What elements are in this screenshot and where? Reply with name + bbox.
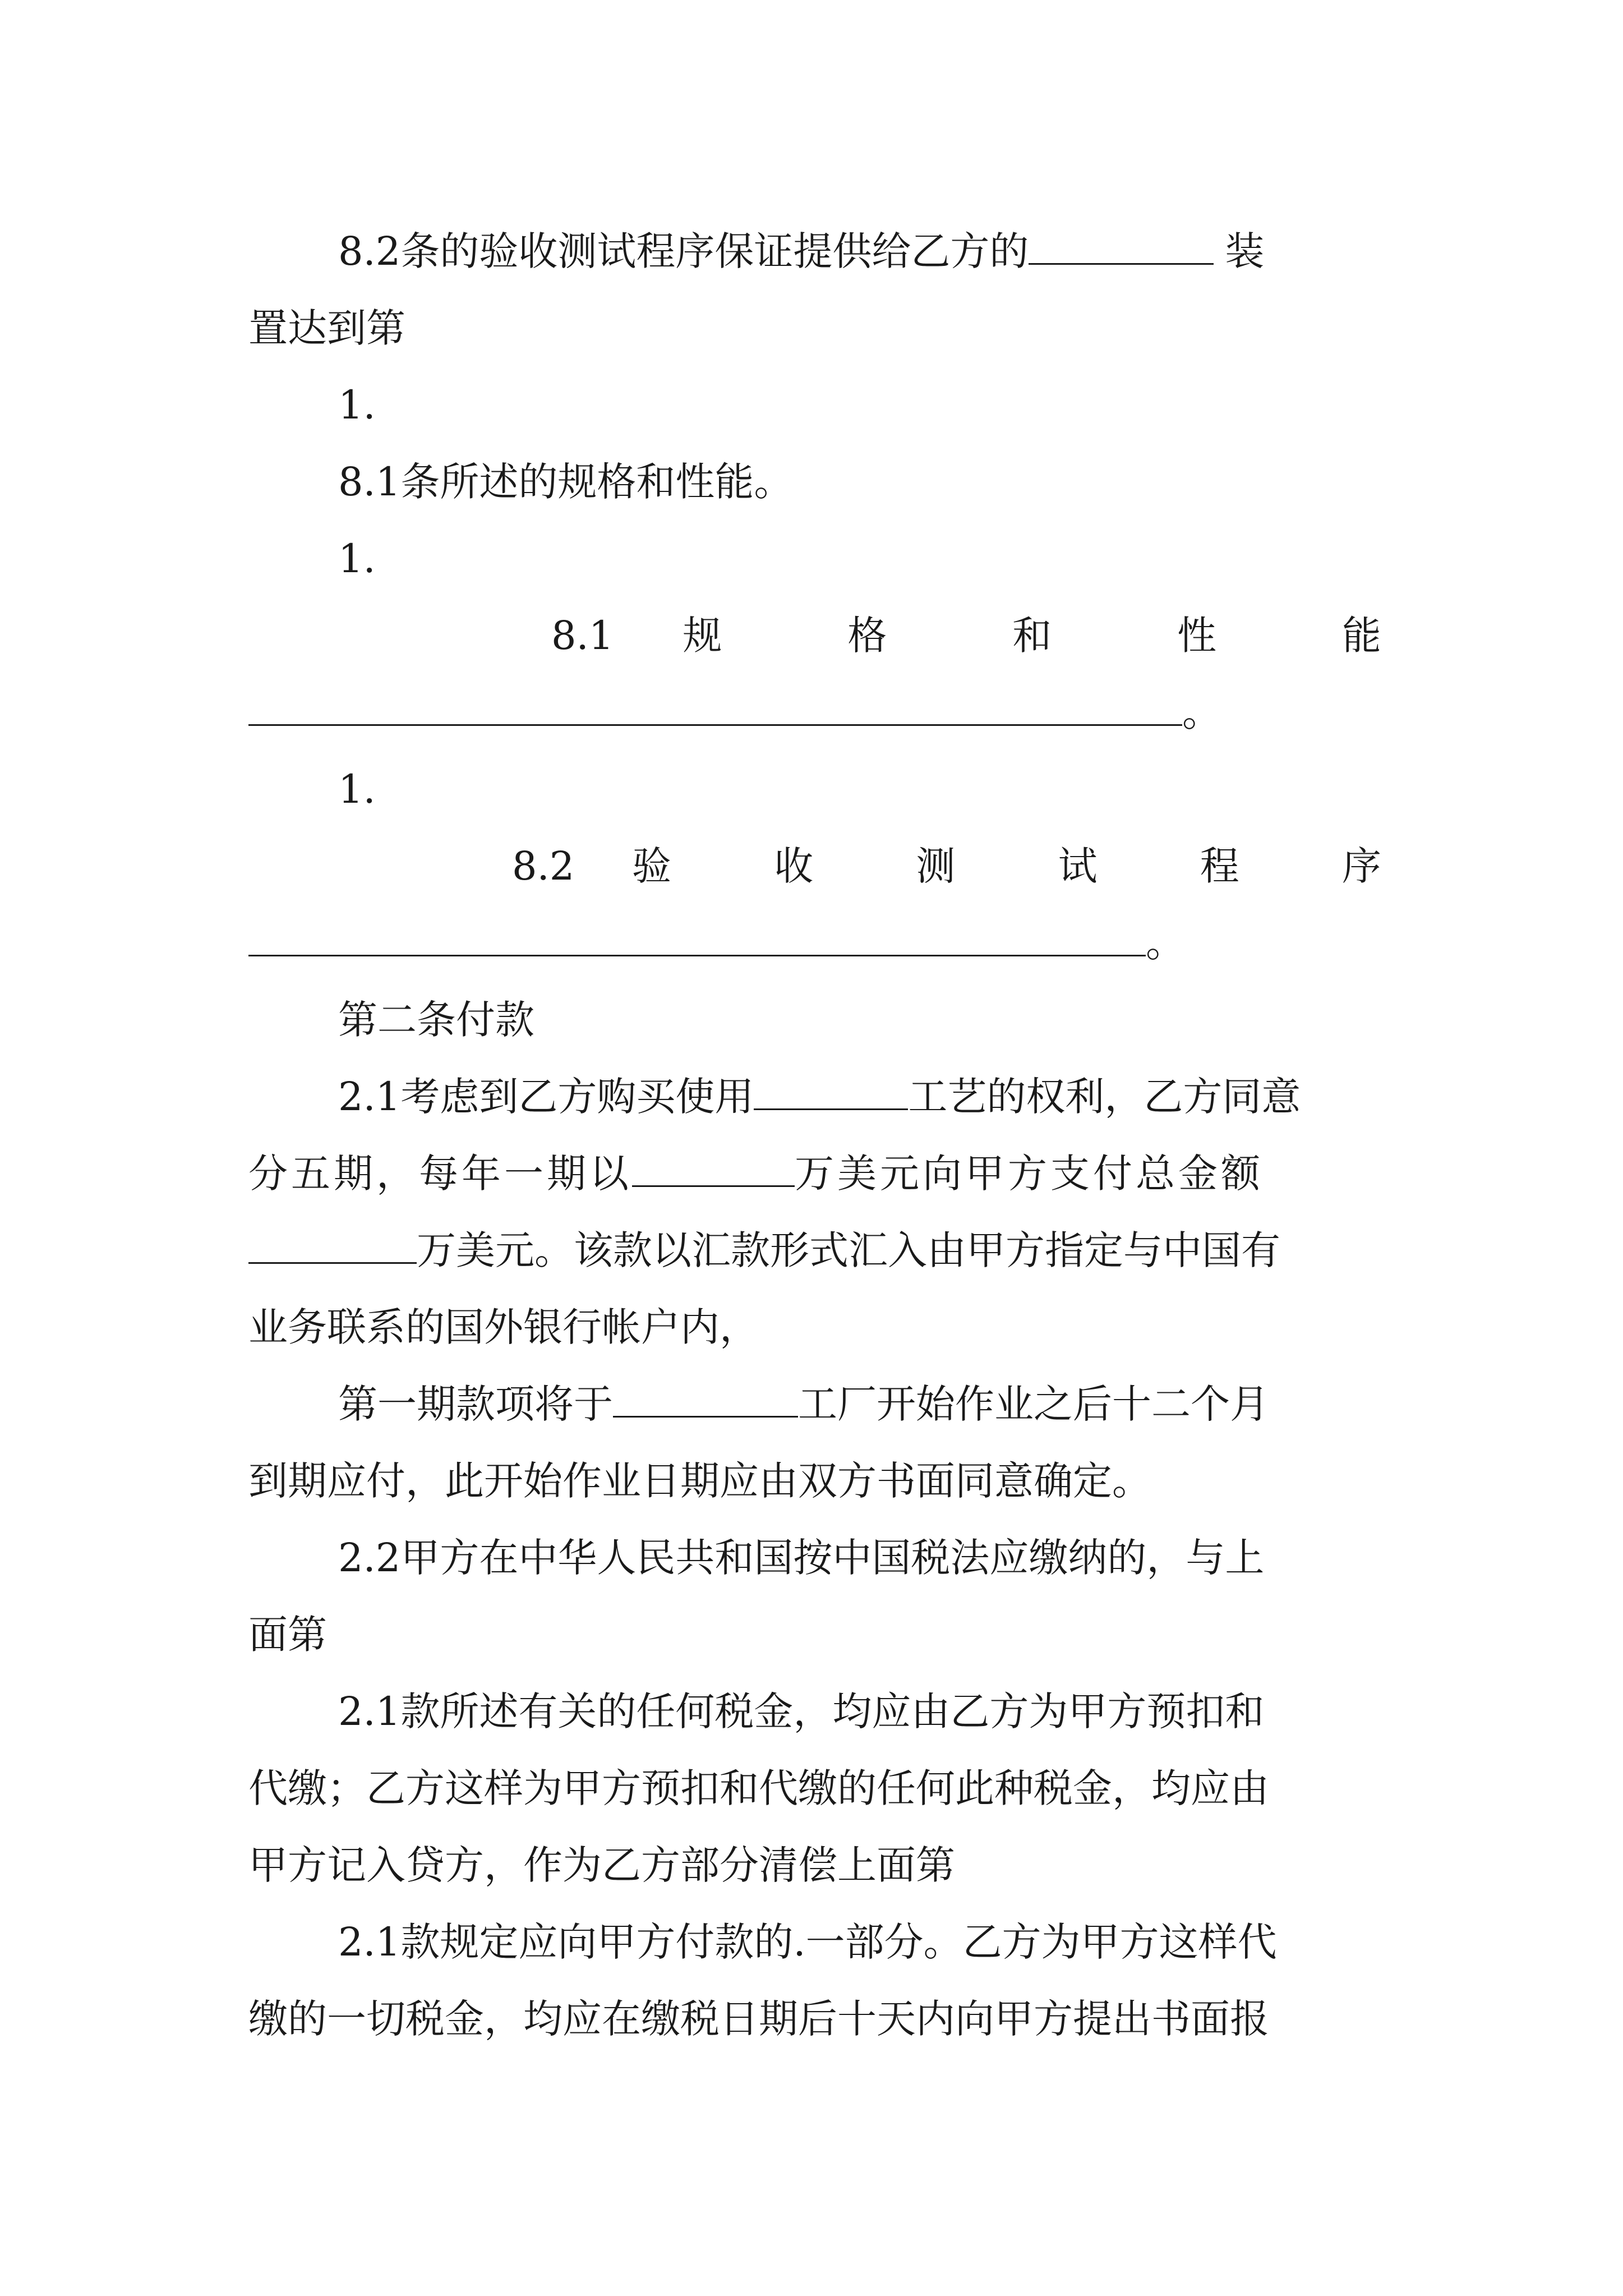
line-6-spec-heading [248,597,1381,674]
line-18: 2.2甲方在中华人民共和国按中国税法应缴纳的，与上 [338,1535,1265,1581]
line-2: 置达到第 [248,305,405,351]
spec-word-5: 能 [1342,613,1381,659]
line-20: 2.1款所述有关的任何税金，均应由乙方为甲方预扣和 [338,1688,1265,1734]
line-15: 业务联系的国外银行帐户内， [248,1304,759,1350]
line-12 [248,1059,1381,1135]
blank-test [248,920,1146,956]
spec-number: 8.1 [551,613,614,659]
blank-total [248,1227,417,1264]
line-13-a: 分五期，每年一期以 [248,1151,632,1197]
line-12-b: 工艺的权利，乙方同意 [908,1074,1301,1120]
line-1 [248,213,1381,290]
line-8: 1. [338,766,376,812]
section-2-heading: 第二条付款 [338,997,534,1043]
line-22: 甲方记入贷方，作为乙方部分清偿上面第 [248,1842,955,1888]
blank-installment [632,1151,795,1187]
line-13-b: 万美元向甲方支付总金额 [795,1151,1264,1197]
line-24: 缴的一切税金，均应在缴税日期后十天内向甲方提出书面报 [248,1996,1269,2042]
line-10 [248,905,1381,982]
blank-process [754,1074,908,1110]
test-number: 8.2 [512,843,575,889]
line-14 [248,1212,1381,1289]
line-7-end: 。 [1182,689,1221,735]
test-word-2: 收 [774,843,859,889]
test-word-5: 程 [1200,843,1285,889]
line-19: 面第 [248,1612,327,1658]
test-word-6: 序 [1341,843,1381,889]
line-21: 代缴；乙方这样为甲方预扣和代缴的任何此种税金，均应由 [248,1765,1269,1811]
line-10-end: 。 [1146,920,1185,966]
blank-spec [248,689,1182,726]
line-16-a: 第一期款项将于 [338,1381,613,1427]
line-3: 1. [338,382,376,428]
line-12-a: 2.1考虑到乙方购买使用 [338,1074,754,1120]
line-1-end: 装 [1225,228,1265,274]
line-9-test-heading [248,828,1381,905]
spec-word-4: 性 [1177,613,1273,659]
line-13 [248,1135,1381,1212]
document-body [248,213,1381,2058]
test-word-4: 试 [1058,843,1143,889]
spec-word-2: 格 [847,613,944,659]
line-16-b: 工厂开始作业之后十二个月 [798,1381,1269,1427]
line-16 [248,1366,1381,1443]
spec-word-3: 和 [1012,613,1109,659]
line-5: 1. [338,536,376,582]
line-14-b: 万美元。该款以汇款形式汇入由甲方指定与中国有 [417,1227,1280,1273]
clause-8-2-text: 8.2条的验收测试程序保证提供给乙方的 [338,228,1029,274]
line-17: 到期应付，此开始作业日期应由双方书面同意确定。 [248,1458,1151,1504]
line-23: 2.1款规定应向甲方付款的.一部分。乙方为甲方这样代 [338,1919,1277,1965]
spec-word-1: 规 [683,613,779,659]
blank-device [1029,228,1214,265]
line-4: 8.1条所述的规格和性能。 [338,459,794,505]
line-7 [248,674,1381,751]
blank-factory [613,1381,798,1418]
test-word-3: 测 [916,843,1000,889]
test-word-1: 验 [632,843,717,889]
